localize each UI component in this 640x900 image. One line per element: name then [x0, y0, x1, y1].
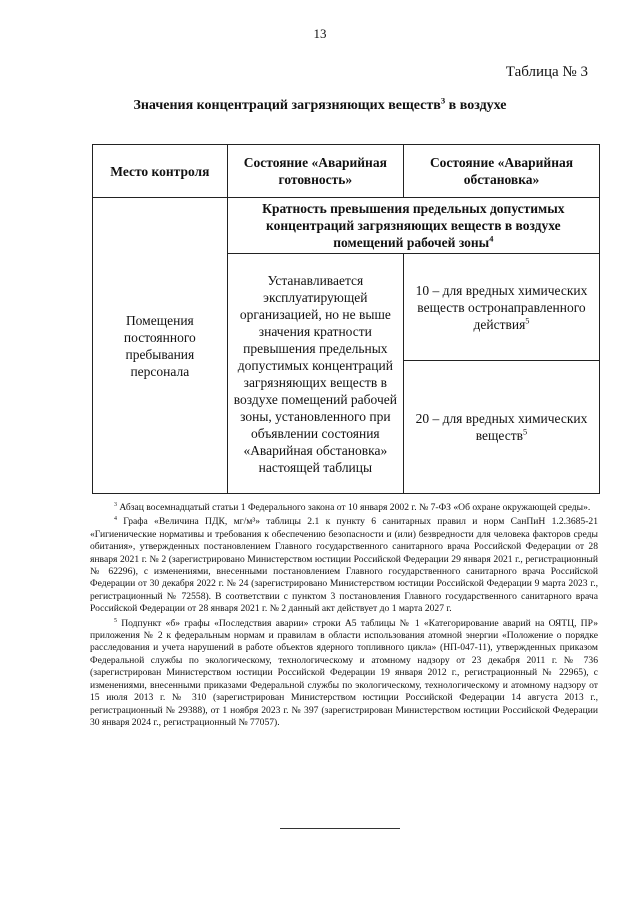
table-header-row [93, 145, 600, 198]
footnote-text: Подпункт «б» графы «Последствия аварии» строки А5 таблицы № 1 «Категорирование аварий на ОЯТЦ, ПР» приложения № 2 к федеральным нормам и правилам в области использования атомной энергии «Положение о порядке расследования и учета нарушений в работе объектов ядерного топливного цикла» (НП-047-11), утвержденных приказом Федеральной службы по экологическому, технологическому и атомному надзору от 23 декабря 2011 г. № 736 (зарегистрирован Министерством юстиции Российской Федерации 19 января 2012 г., регистрационный № 22965), с изменениями, внесенными приказами Федеральной службы по экологическому, технологическому и атомному надзору от 15 июля 2013 г. № 310 (зарегистрирован Министерством юстиции Российской Федерации 14 августа 2013 г., регистрационный № 29388), от 1 ноября 2023 г. № 397 (зарегистрирован Министерством юстиции Российской Федерации 30 января 2024 г., регистрационный № 77057). [90, 617, 598, 728]
footnote-mark: 3 [114, 501, 117, 508]
footnote-mark: 4 [114, 516, 117, 523]
emergency-value-footnote-mark: 5 [523, 427, 528, 437]
emergency-value-cell [403, 254, 599, 361]
table-subheader-row [93, 198, 600, 254]
header-readiness: Состояние «Аварийная готовность» [227, 145, 403, 198]
emergency-value-footnote-mark: 5 [525, 316, 530, 325]
footnote-text: Абзац восемнадцатый статьи 1 Федерального закона от 10 января 2002 г. № 7-ФЗ «Об охране окружающей среды». [119, 502, 591, 513]
place-cell: Помещения постоянного пребывания персонала [93, 198, 228, 494]
bottom-divider [280, 828, 400, 829]
header-place: Место контроля [93, 145, 228, 198]
footnotes [90, 502, 598, 731]
footnote-mark: 5 [114, 617, 117, 624]
footnote [90, 502, 598, 514]
multiplicity-subheader [227, 198, 599, 254]
readiness-value-cell: Устанавливается эксплуатирующей организацией, но не выше значения кратности превышения предельных допустимых концентраций загрязняющих веществ в воздухе помещений рабочей зоны, установленного при объявлении состояния «Аварийная обстановка» настоящей таблицы [227, 254, 403, 494]
concentration-table [92, 144, 600, 494]
title-text: Значения концентраций загрязняющих веществ [133, 98, 441, 113]
page-number: 13 [313, 26, 327, 41]
header-emergency: Состояние «Аварийная обстановка» [403, 145, 599, 198]
emergency-value-text: 10 – для вредных химических веществ остронаправленного действия [415, 282, 588, 332]
table-label: Таблица № 3 [505, 64, 588, 80]
footnote [90, 618, 598, 730]
title-tail: в воздухе [445, 98, 507, 113]
footnote [90, 516, 598, 615]
title-footnote-mark: 3 [440, 95, 446, 106]
table-title [0, 95, 640, 114]
emergency-value-cell [403, 361, 599, 494]
subheader-text: Кратность превышения предельных допустимых концентраций загрязняющих веществ в воздухе помещений рабочей зоны [262, 201, 565, 250]
emergency-value-text: 20 – для вредных химических веществ [415, 411, 588, 443]
subheader-footnote-mark: 4 [489, 234, 494, 244]
footnote-text: Графа «Величина ПДК, мг/м³» таблицы 2.1 к пункту 6 санитарных правил и норм СанПиН 1.2.3685-21 «Гигиенические нормативы и требования к обеспечению безопасности и (или) безвредности для человека факторов среды обитания», утвержденных постановлением Главного государственного санитарного врача Российской Федерации от 28 января 2021 г. № 2 (зарегистрировано Министерством юстиции Российской Федерации 29 января 2021 г., регистрационный № 62296), с изменениями, внесенными постановлением Главного государственного санитарного врача Российской Федерации от 30 декабря 2022 г. № 24 (зарегистрировано Министерством юстиции Российской Федерации 9 марта 2023 г., регистрационный № 72558). В соответствии с пунктом 3 постановления Главного государственного санитарного врача Российской Федерации от 28 января 2021 г. № 2 данный акт действует до 1 марта 2027 г. [90, 516, 598, 615]
